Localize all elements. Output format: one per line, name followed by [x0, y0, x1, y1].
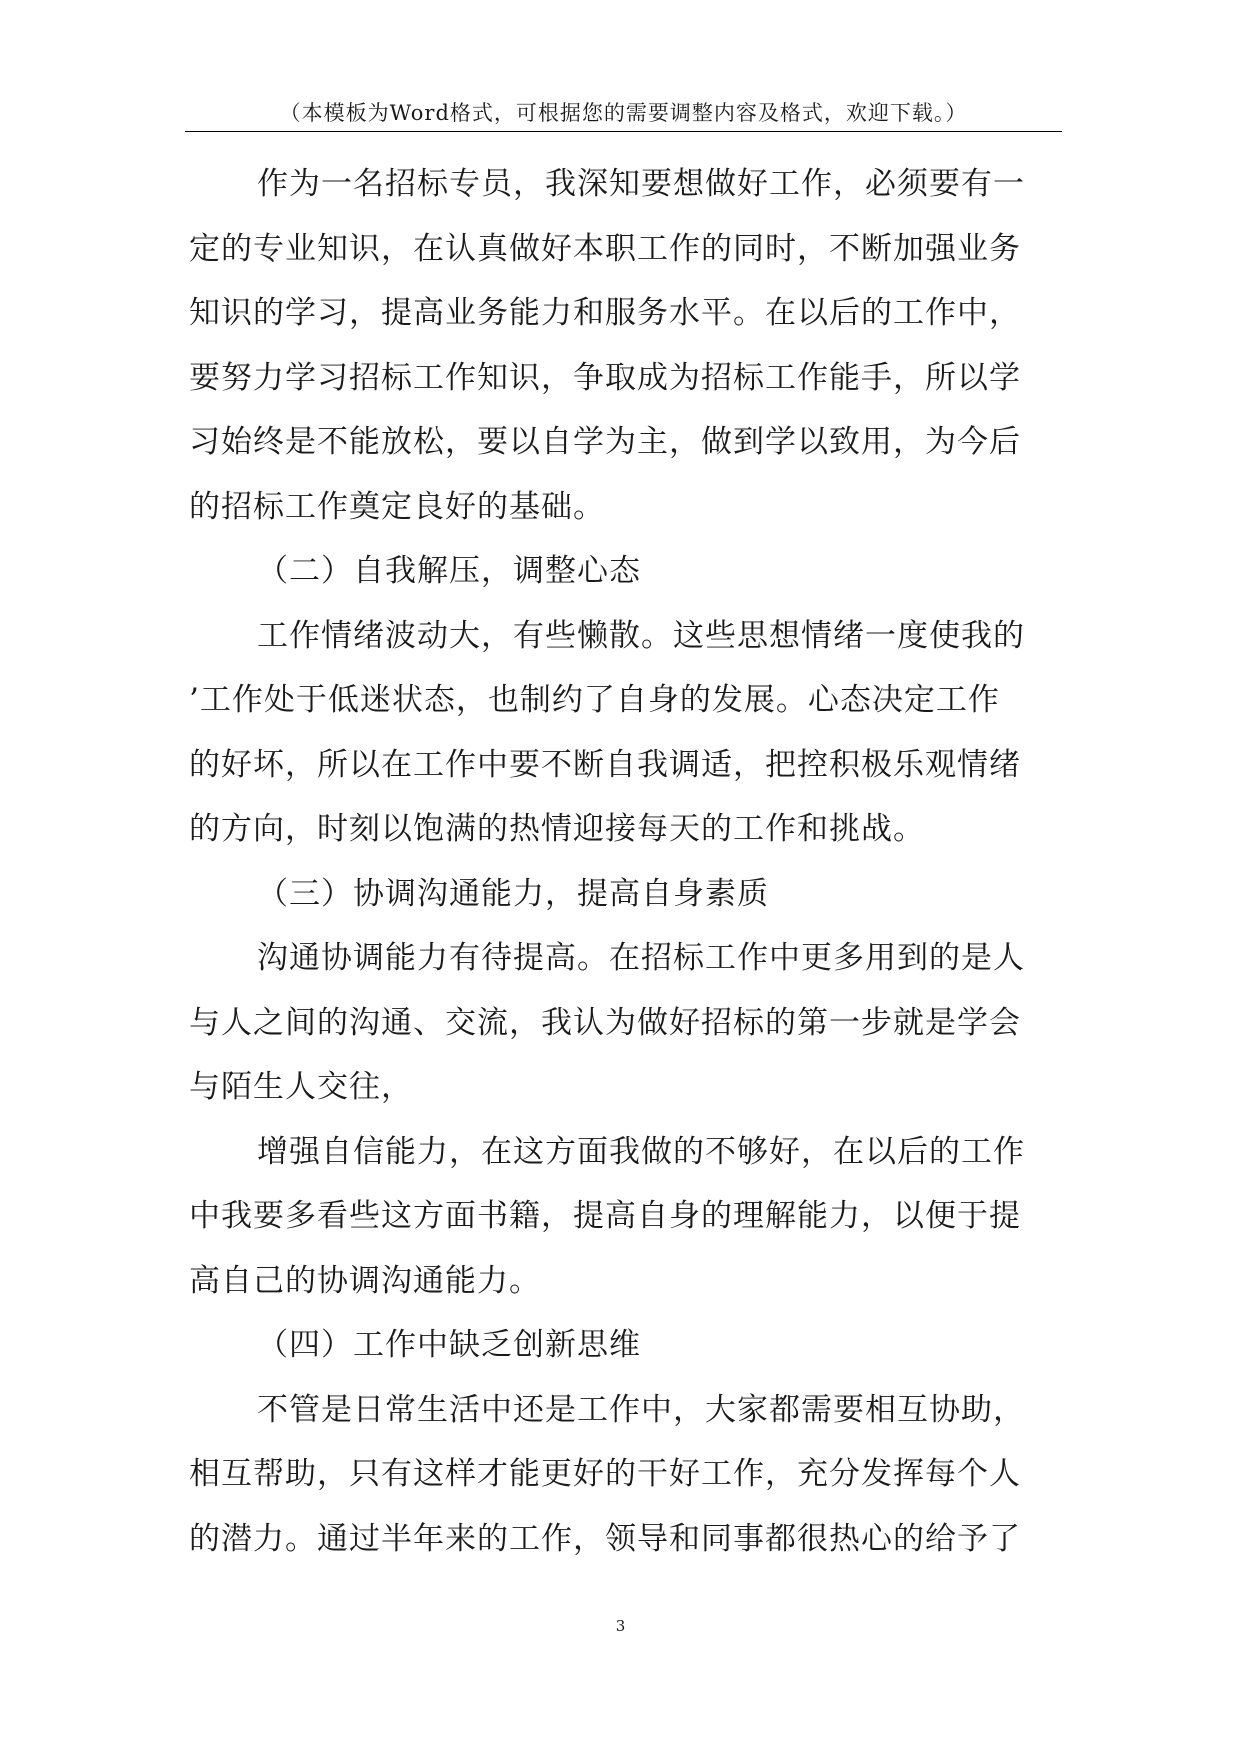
- paragraph-line: 的潜力。通过半年来的工作，领导和同事都很热心的给予了: [189, 1520, 1021, 1557]
- paragraph-line: 高自己的协调沟通能力。: [189, 1262, 541, 1299]
- paragraph-line: 定的专业知识，在认真做好本职工作的同时，不断加强业务: [189, 230, 1021, 267]
- paragraph-line: ’工作处于低迷状态，也制约了自身的发展。心态决定工作: [189, 682, 1000, 718]
- paragraph-line: 的好坏，所以在工作中要不断自我调适，把控积极乐观情绪: [189, 746, 1021, 783]
- paragraph-line: 与人之间的沟通、交流，我认为做好招标的第一步就是学会: [189, 1004, 1021, 1041]
- paragraph-line: 不管是日常生活中还是工作中，大家都需要相互协助，: [257, 1391, 1025, 1428]
- paragraph-line: 的招标工作奠定良好的基础。: [189, 488, 605, 525]
- paragraph-line: 沟通协调能力有待提高。在招标工作中更多用到的是人: [257, 940, 1025, 976]
- paragraph-line: 中我要多看些这方面书籍，提高自身的理解能力，以便于提: [189, 1198, 1021, 1234]
- paragraph-line: 要努力学习招标工作知识，争取成为招标工作能手，所以学: [189, 359, 1021, 396]
- paragraph-line: 与陌生人交往，: [189, 1069, 413, 1105]
- page-number: 3: [615, 1617, 626, 1635]
- paragraph-line: 工作情绪波动大，有些懒散。这些思想情绪一度使我的: [257, 617, 1025, 654]
- section-heading: （三）协调沟通能力，提高自身素质: [257, 875, 769, 912]
- section-heading: （二）自我解压，调整心态: [257, 553, 641, 589]
- paragraph-line: 作为一名招标专员，我深知要想做好工作，必须要有一: [257, 166, 1025, 202]
- paragraph-line: 相互帮助，只有这样才能更好的干好工作，充分发挥每个人: [189, 1456, 1021, 1492]
- document-body: [189, 152, 1064, 1571]
- header-divider: [185, 131, 1062, 132]
- paragraph-line: 增强自信能力，在这方面我做的不够好，在以后的工作: [257, 1133, 1025, 1170]
- section-heading: （四）工作中缺乏创新思维: [257, 1327, 641, 1363]
- paragraph-line: 知识的学习，提高业务能力和服务水平。在以后的工作中，: [189, 295, 1021, 331]
- template-notice-header: （本模板为Word格式，可根据您的需要调整内容及格式，欢迎下载。）: [279, 101, 968, 125]
- paragraph-line: 的方向，时刻以饱满的热情迎接每天的工作和挑战。: [189, 811, 925, 847]
- paragraph-line: 习始终是不能放松，要以自学为主，做到学以致用，为今后: [189, 424, 1021, 460]
